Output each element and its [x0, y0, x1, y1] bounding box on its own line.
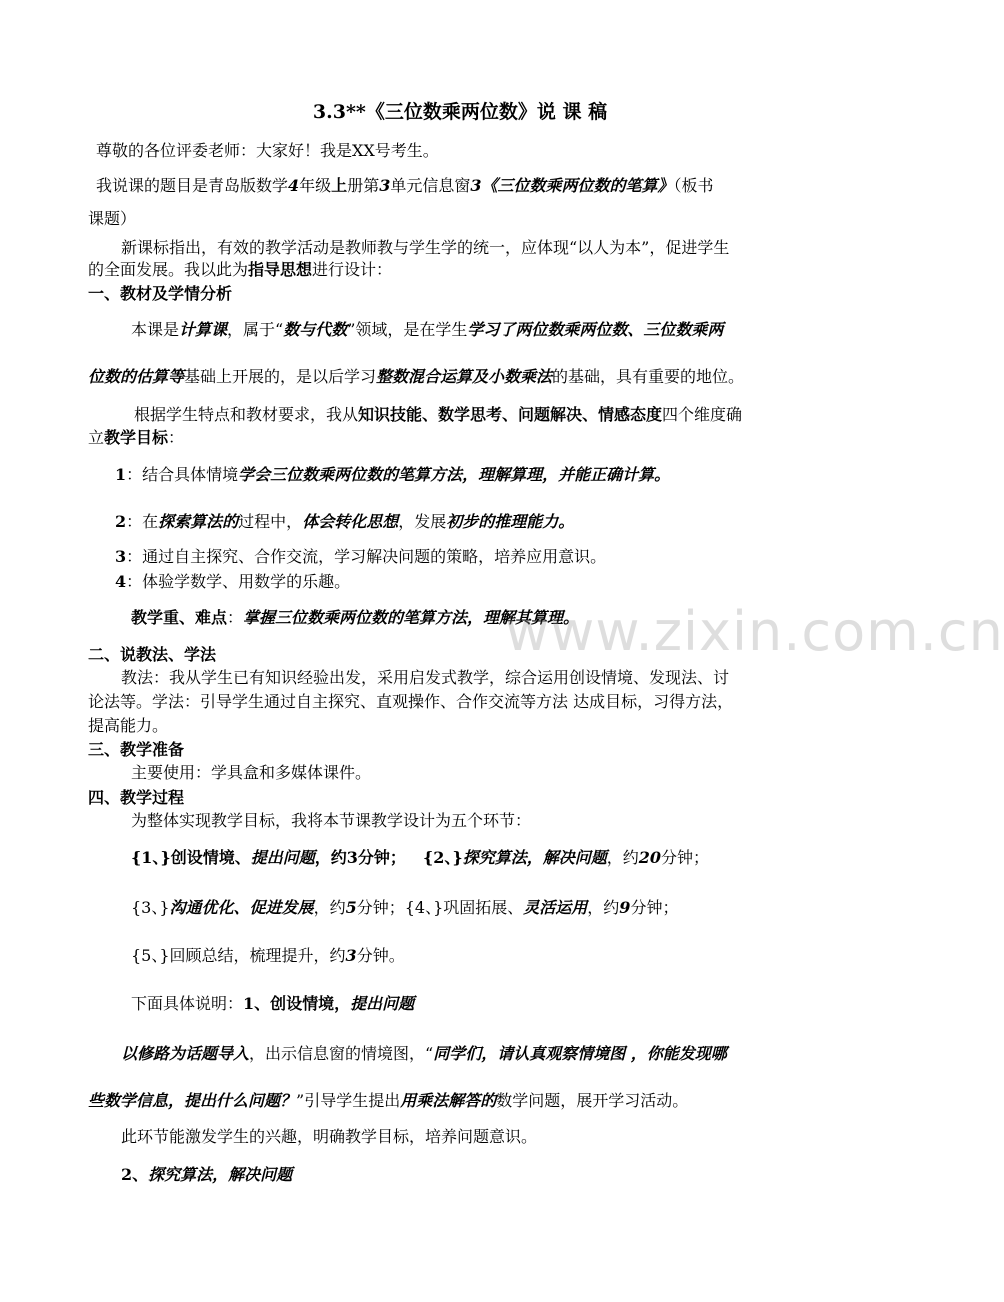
section-heading-preparation: 三、教学准备: [88, 740, 185, 759]
preparation-line: 主要使用：学具盒和多媒体课件。: [131, 763, 372, 782]
guide-line-2: 的全面发展。我以此为指导思想进行设计：: [88, 260, 393, 279]
greeting: 尊敬的各位评委老师：大家好！我是XX号考生。: [96, 141, 439, 160]
methods-line-2: 论法等。学法：引导学生通过自主探究、直观操作、合作交流等方法 达成目标，习得方法，: [88, 692, 734, 711]
methods-line-3: 提高能力。: [88, 716, 169, 735]
goal-4: 4：体验学数学、用数学的乐趣。: [115, 572, 351, 591]
section-heading-materials: 一、教材及学情分析: [88, 284, 233, 303]
materials-line-1: 本课是计算课，属于“数与代数”领域，是在学生学习了两位数乘两位数、三位数乘两: [131, 320, 724, 339]
objectives-line-1: 根据学生特点和教材要求，我从知识技能、数学思考、问题解决、情感态度四个维度确: [134, 405, 743, 424]
section-heading-process: 四、教学过程: [88, 788, 185, 807]
steps-line-1: {1、}创设情境、提出问题，约3分钟； {2、}探究算法，解决问题，约20分钟；: [131, 848, 709, 867]
steps-line-2: {3、}沟通优化、促进发展，约5分钟；{4、}巩固拓展、灵活运用，约9分钟；: [131, 898, 679, 917]
key-difficulty: 教学重、难点：掌握三位数乘两位数的笔算方法，理解其算理。: [131, 608, 580, 627]
materials-line-2: 位数的估算等基础上开展的，是以后学习整数混合运算及小数乘法的基础，具有重要的地位。: [88, 367, 745, 386]
steps-line-3: {5、}回顾总结，梳理提升，约3分钟。: [131, 946, 405, 965]
section-heading-methods: 二、说教法、学法: [88, 645, 217, 664]
watermark: www.zixin.com.cn: [505, 600, 1004, 663]
goal-1: 1：结合具体情境学会三位数乘两位数的笔算方法，理解算理，并能正确计算。: [115, 465, 671, 484]
intro-line-1: 我说课的题目是青岛版数学4年级上册第3单元信息窗3《三位数乘两位数的笔算》（板书: [96, 176, 714, 195]
guide-line-1: 新课标指出，有效的教学活动是教师教与学生学的统一，应体现“以人为本”，促进学生: [121, 238, 730, 257]
detail-para-1-line-2: 些数学信息，提出什么问题？”引导学生提出用乘法解答的数学问题，展开学习活动。: [88, 1091, 689, 1110]
detail-para-1-line-1: 以修路为话题导入，出示信息窗的情境图，“同学们，请认真观察情境图 ，你能发现哪: [121, 1044, 727, 1063]
detail-para-2: 此环节能激发学生的兴趣，明确教学目标，培养问题意识。: [121, 1127, 538, 1146]
page-title: 3.3**《三位数乘两位数》说 课 稿: [312, 101, 608, 123]
goal-2: 2：在探索算法的过程中，体会转化思想，发展初步的推理能力。: [115, 512, 575, 531]
process-intro: 为整体实现教学目标，我将本节课教学设计为五个环节：: [131, 811, 532, 830]
intro-line-2: 课题）: [88, 209, 137, 228]
detail-heading-1: 下面具体说明：1、创设情境，提出问题: [131, 994, 415, 1013]
methods-line-1: 教法：我从学生已有知识经验出发，采用启发式教学，综合运用创设情境、发现法、讨: [121, 668, 730, 687]
goal-3: 3：通过自主探究、合作交流，学习解决问题的策略，培养应用意识。: [115, 547, 607, 566]
detail-heading-2: 2、探究算法，解决问题: [121, 1165, 293, 1184]
objectives-line-2: 立教学目标：: [88, 428, 185, 447]
